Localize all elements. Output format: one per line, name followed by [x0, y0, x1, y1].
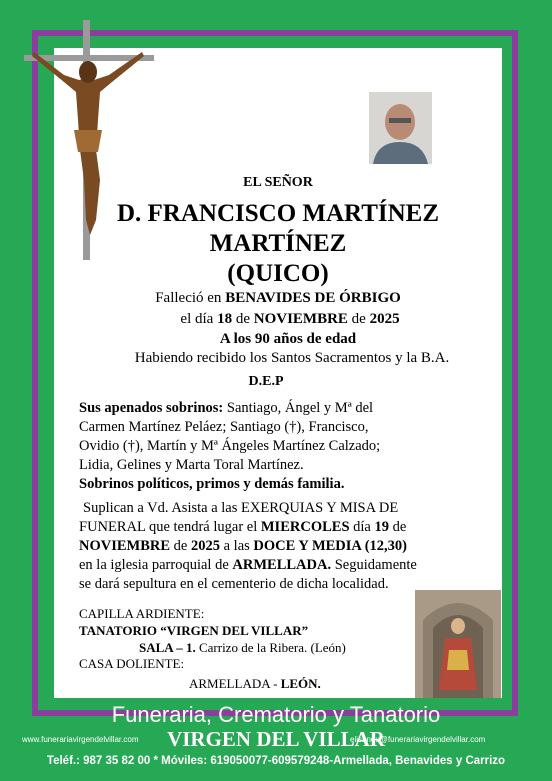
funeral-line-1: Suplican a Vd. Asista a las EXERQUIAS Y MISA DE	[83, 500, 399, 516]
name-line-1: D. FRANCISCO MARTÍNEZ	[116, 200, 440, 227]
date-sep-1: de	[232, 311, 254, 327]
funeral-line-3	[79, 538, 407, 555]
family-line-3: Ovidio (†), Martín y Mª Ángeles Martínez Calzado;	[79, 438, 381, 454]
death-year: 2025	[369, 311, 400, 327]
family-line-1-text: Santiago, Ángel y Mª del	[223, 400, 374, 416]
footer-email[interactable]: elisandu@funerariavirgendelvillar.com	[350, 735, 486, 744]
chapel-label: CAPILLA ARDIENTE:	[79, 606, 205, 621]
funeral-day: 19	[374, 519, 389, 535]
footer-website[interactable]: www.funerariavirgendelvillar.com	[22, 735, 139, 744]
intro-label: EL SEÑOR	[243, 175, 313, 190]
funeral-village: ARMELLADA.	[232, 557, 332, 573]
footer-title: Funeraria, Crematorio y Tanatorio	[111, 702, 441, 727]
funeral-month: NOVIEMBRE	[79, 538, 171, 554]
sala-line	[139, 640, 346, 656]
death-place: BENAVIDES DE ÓRBIGO	[225, 290, 401, 306]
virgin-statue-image	[415, 590, 501, 698]
death-place-line	[54, 290, 502, 307]
nickname: (QUICO)	[227, 260, 329, 287]
date-prefix: el día	[180, 311, 218, 327]
footer-brand: VIRGEN DEL VILLAR	[167, 727, 385, 751]
funeral-time: DOCE Y MEDIA (12,30)	[253, 538, 407, 554]
funeral-year: 2025	[190, 538, 220, 554]
name-line-2: MARTÍNEZ	[209, 230, 347, 257]
funeral-3b: de	[170, 538, 191, 554]
date-sep-2: de	[347, 311, 370, 327]
age-line: A los 90 años de edad	[219, 331, 357, 347]
family-line-1	[79, 400, 373, 417]
casa-label: CASA DOLIENTE:	[79, 656, 185, 671]
sala-number: SALA – 1.	[139, 640, 196, 655]
family-label: Sus apenados sobrinos:	[79, 400, 224, 416]
death-month: NOVIEMBRE	[253, 311, 348, 327]
death-place-prefix: Falleció en	[155, 290, 226, 306]
funeral-2e: de	[388, 519, 407, 535]
casa-line	[189, 676, 321, 692]
funeral-3d: a las	[219, 538, 254, 554]
death-day: 18	[217, 311, 233, 327]
funeral-4a: en la iglesia parroquial de	[79, 557, 233, 573]
funeral-line-5: se dará sepultura en el cementerio de dicha localidad.	[79, 576, 389, 592]
funeral-2a: FUNERAL que tendrá lugar el	[79, 519, 261, 535]
funeral-4c: Seguidamente	[331, 557, 417, 573]
family-line-5: Sobrinos políticos, primos y demás familia.	[79, 476, 345, 492]
footer-phones: Teléf.: 987 35 82 00 * Móviles: 619050077-609579248-Armellada, Benavides y Carrizo	[46, 755, 506, 767]
family-line-2: Carmen Martínez Peláez; Santiago (†), Francisco,	[79, 419, 369, 435]
sala-location: Carrizo de la Ribera. (León)	[195, 640, 346, 655]
funeral-line-4	[79, 557, 417, 574]
sacraments-line: Habiendo recibido los Santos Sacramentos y la B.A.	[134, 350, 450, 366]
deceased-photo	[369, 92, 432, 164]
dep-label: D.E.P	[248, 374, 284, 389]
tanatorio-name: TANATORIO “VIRGEN DEL VILLAR”	[79, 623, 309, 638]
funeral-2c: día	[349, 519, 375, 535]
family-line-4: Lidia, Gelines y Marta Toral Martínez.	[79, 457, 304, 473]
funeral-line-2	[79, 519, 406, 536]
funeral-weekday: MIERCOLES	[260, 519, 350, 535]
death-date-line	[66, 311, 514, 328]
casa-village: ARMELLADA -	[189, 676, 281, 691]
casa-province: LEÓN.	[280, 676, 321, 691]
